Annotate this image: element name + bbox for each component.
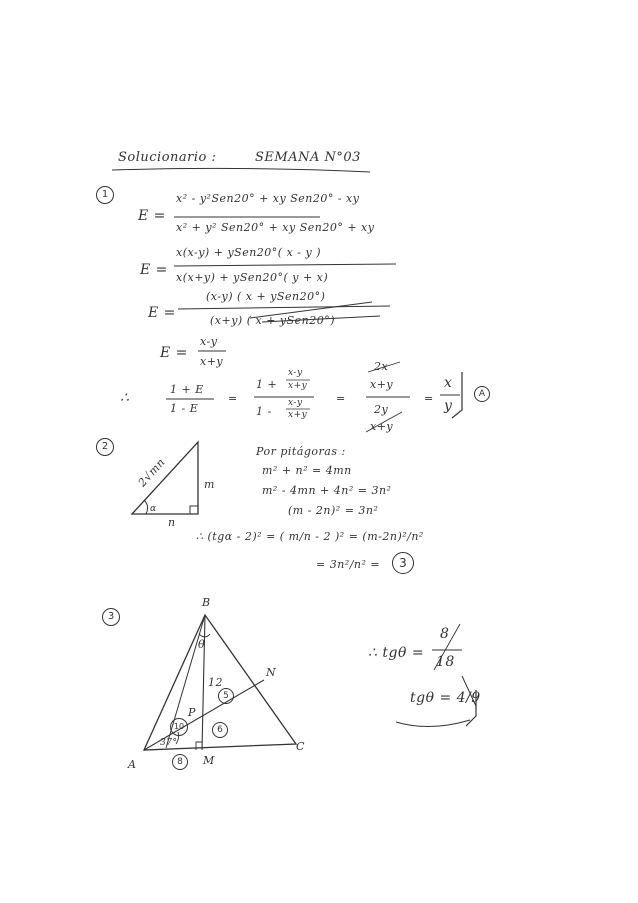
p3-vertex-C: C bbox=[296, 740, 305, 753]
p3-vertex-B: B bbox=[202, 596, 211, 609]
p1-frac6-den-b: x-y bbox=[288, 398, 303, 408]
p2-eq2: m² - 4mn + 4n² = 3n² bbox=[262, 484, 392, 497]
p1-E-label-2: E = bbox=[140, 262, 168, 278]
p1-frac6-num-a: 1 + bbox=[256, 378, 278, 391]
p1-line1-numerator: x² - y²Sen20° + xy Sen20° - xy bbox=[176, 192, 360, 205]
p3-point-M: M bbox=[203, 754, 215, 767]
p3-point-N: N bbox=[266, 666, 277, 679]
p1-result-numerator: x bbox=[444, 375, 453, 391]
p3-vertex-A: A bbox=[128, 758, 137, 771]
p2-eq3: (m - 2n)² = 3n² bbox=[288, 504, 379, 517]
p1-frac7-den-b: x+y bbox=[370, 420, 394, 433]
p2-pythagoras-title: Por pitágoras : bbox=[256, 445, 346, 458]
p3-length-12: 12 bbox=[208, 676, 223, 689]
p1-line2-denominator: x(x+y) + ySen20°( y + x) bbox=[176, 271, 329, 284]
p3-circle-8: 8 bbox=[172, 754, 188, 770]
p1-line2-numerator: x(x-y) + ySen20°( x - y ) bbox=[176, 246, 321, 259]
p3-circle-6: 6 bbox=[212, 722, 228, 738]
p1-frac6-den-c: x+y bbox=[288, 410, 308, 420]
p2-side-n-label: n bbox=[168, 516, 176, 529]
p1-frac5-numerator: 1 + E bbox=[170, 383, 204, 396]
p1-line4-lhs: E = bbox=[160, 345, 188, 361]
p2-eq5: = 3n²/n² = bbox=[316, 558, 381, 571]
p3-final-answer: tgθ = 4/9 bbox=[410, 690, 481, 706]
p3-circle-10: 10 bbox=[170, 718, 188, 736]
p1-line4-numerator: x-y bbox=[200, 335, 218, 348]
p1-therefore: ∴ bbox=[120, 390, 130, 406]
problem-number-1: 1 bbox=[96, 186, 114, 204]
p2-hypotenuse-label: 2√mn bbox=[135, 455, 168, 490]
p1-result-denominator: y bbox=[444, 398, 453, 414]
p1-frac6-num-b: x-y bbox=[288, 368, 303, 378]
p1-line3-denominator: (x+y) ( x + ySen20°) bbox=[210, 314, 336, 327]
p2-angle-label: α bbox=[150, 504, 157, 514]
p1-frac6-den-a: 1 - bbox=[256, 405, 272, 418]
p1-equals-1: = bbox=[228, 392, 238, 405]
p3-tg-denominator: 18 bbox=[436, 654, 455, 670]
p3-circle-5: 5 bbox=[218, 688, 234, 704]
problem-number-2: 2 bbox=[96, 438, 114, 456]
header-title: Solucionario : bbox=[118, 150, 217, 165]
p1-E-label: E = bbox=[138, 208, 166, 224]
p2-eq1: m² + n² = 4mn bbox=[262, 464, 352, 477]
p1-equals-2: = bbox=[336, 392, 346, 405]
p3-point-P: P bbox=[188, 706, 196, 719]
p1-frac6-num-c: x+y bbox=[288, 381, 308, 391]
p3-tg-line: ∴ tgθ = bbox=[368, 645, 425, 661]
p2-eq4: ∴ (tgα - 2)² = ( m/n - 2 )² = (m-2n)²/n² bbox=[196, 530, 424, 543]
p1-line3-numerator: (x-y) ( x + ySen20°) bbox=[206, 290, 326, 303]
p3-angle-37: 37° bbox=[160, 738, 178, 748]
header-week: SEMANA N°03 bbox=[255, 150, 361, 165]
p1-frac7-den-a: 2y bbox=[374, 403, 389, 416]
p1-answer-circle: A bbox=[474, 386, 490, 402]
p1-frac5-denominator: 1 - E bbox=[170, 402, 199, 415]
p1-line4-denominator: x+y bbox=[200, 355, 224, 368]
p1-frac7-num-a: 2x bbox=[374, 360, 389, 373]
p1-equals-3: = bbox=[424, 392, 434, 405]
p3-tg-numerator: 8 bbox=[440, 626, 450, 642]
p2-answer-circle: 3 bbox=[392, 552, 414, 574]
p1-line1-denominator: x² + y² Sen20° + xy Sen20° + xy bbox=[176, 221, 375, 234]
p2-side-m-label: m bbox=[204, 478, 215, 491]
p1-frac7-num-b: x+y bbox=[370, 378, 394, 391]
p1-E-label-3: E = bbox=[148, 305, 176, 321]
problem-number-3: 3 bbox=[102, 608, 120, 626]
p3-theta-label: θ bbox=[198, 638, 206, 651]
